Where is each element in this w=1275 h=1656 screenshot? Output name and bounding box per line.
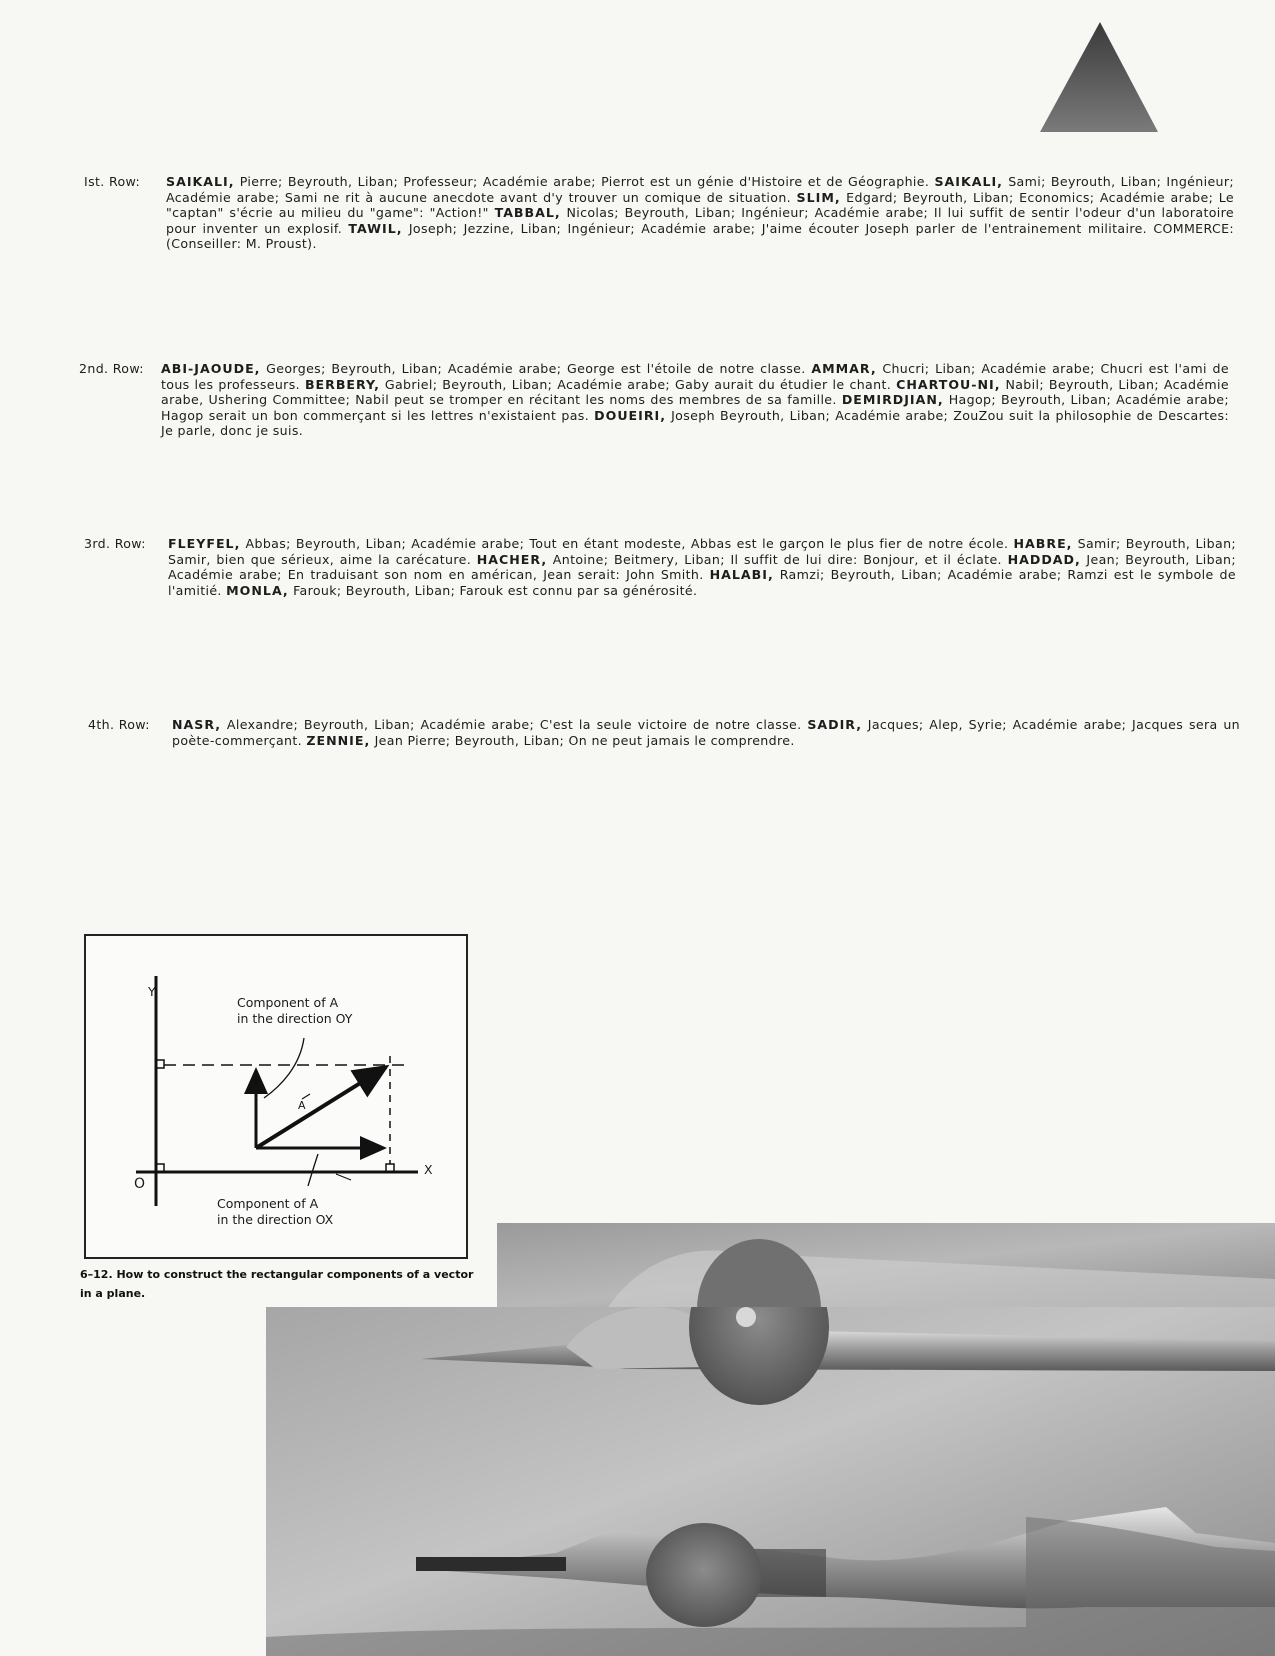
student-name: ZENNIE, <box>306 732 371 748</box>
student-details: Jacques; Alep, Syrie; Académie arabe; Jacques sera un poète-commerçant. <box>172 717 1241 748</box>
student-details: Abbas; Beyrouth, Liban; Académie arabe; Tout en étant modeste, Abbas est le garçon le plus fier de notre école. <box>240 536 1014 551</box>
student-details: Joseph Beyrouth, Liban; Académie arabe; ZouZou suit la philosophie de Descartes: Je parle, donc je suis. <box>161 407 1229 439</box>
student-details: Jean; Beyrouth, Liban; Académie arabe; En traduisant son nom en américan, Jean serait: John Smith. <box>168 551 1236 583</box>
student-details: Antoine; Beitmery, Liban; Il suffit de lui dire: Bonjour, et il éclate. <box>547 551 1008 567</box>
student-name: HALABI, <box>709 567 774 583</box>
student-name: SAIKALI, <box>166 174 235 189</box>
student-details: Samir; Beyrouth, Liban; Samir, bien que sérieux, aime la carécature. <box>168 536 1236 567</box>
student-name: CHARTOU-NI, <box>896 376 1001 392</box>
vector-a-label: A <box>298 1099 306 1112</box>
row-label: 2nd. Row: <box>79 361 144 376</box>
vector-diagram <box>84 934 468 1259</box>
y-axis-label: Y <box>148 984 156 999</box>
student-details: Sami; Beyrouth, Liban; Ingénieur; Académie arabe; Sami ne rit à aucune anecdote avant d'y trouver un comique de situation. <box>166 174 1235 205</box>
student-details: Edgard; Beyrouth, Liban; Economics; Académie arabe; Le "captan" s'écrie au milieu du "game": "Action!" <box>166 189 1234 221</box>
vector-a-arrow <box>256 1067 386 1148</box>
student-name: BERBERY, <box>304 376 380 392</box>
figure-caption: 6–12. How to construct the rectangular components of a vector in a plane. <box>80 1268 474 1300</box>
student-details: Alexandre; Beyrouth, Liban; Académie arabe; C'est la seule victoire de notre classe. <box>221 717 808 732</box>
student-details: Pierre; Beyrouth, Liban; Professeur; Académie arabe; Pierrot est un génie d'Histoire et de Géographie. <box>234 174 935 189</box>
student-details: Georges; Beyrouth, Liban; Académie arabe; George est l'étoile de notre classe. <box>260 361 812 376</box>
row-label: 3rd. Row: <box>84 536 146 551</box>
student-name: TAWIL, <box>348 220 403 236</box>
student-name: DEMIRDJIAN, <box>841 392 944 408</box>
row-text <box>161 361 1229 439</box>
student-details: Jean Pierre; Beyrouth, Liban; On ne peut jamais le comprendre. <box>370 732 795 748</box>
row-text <box>166 174 1234 252</box>
student-name: FLEYFEL, <box>168 536 241 551</box>
oy-component-label-line2: in the direction OY <box>237 1011 353 1026</box>
oy-component-label-line1: Component of A <box>237 995 339 1010</box>
row-label: Ist. Row: <box>84 174 141 189</box>
student-name: HACHER, <box>476 551 548 567</box>
origin-label: O <box>134 1176 146 1192</box>
student-name: MONLA, <box>226 582 289 598</box>
row-text <box>172 717 1240 748</box>
row-label: 4th. Row: <box>88 717 150 732</box>
student-name: DOUEIRI, <box>594 407 667 423</box>
student-name: SADIR, <box>807 717 862 732</box>
compass-photo <box>266 1307 1275 1656</box>
x-axis-label: X <box>424 1162 433 1177</box>
ox-component-label-line2: in the direction OX <box>217 1212 334 1227</box>
student-details: Gabriel; Beyrouth, Liban; Académie arabe; Gaby aurait du étudier le chant. <box>379 376 897 392</box>
row-text <box>168 536 1236 598</box>
student-name: HADDAD, <box>1007 551 1081 567</box>
student-name: SAIKALI, <box>934 174 1003 189</box>
triangle-emblem <box>1040 22 1160 134</box>
compass-photo-top <box>497 1223 1275 1309</box>
student-name: SLIM, <box>796 189 841 205</box>
student-details: Nicolas; Beyrouth, Liban; Ingénieur; Académie arabe; Il lui suffit de sentir l'odeur d'un laboratoire pour inventer un explosif. <box>166 205 1234 236</box>
student-details: Joseph; Jezzine, Liban; Ingénieur; Académie arabe; J'aime écouter Joseph parler de l'entrainement militaire. COMMERCE: (Conseiller: M. Proust). <box>166 220 1234 252</box>
student-details: Farouk; Beyrouth, Liban; Farouk est connu par sa générosité. <box>288 582 698 598</box>
student-name: HABRE, <box>1013 536 1073 551</box>
student-details: Nabil; Beyrouth, Liban; Académie arabe, Ushering Committee; Nabil peut se tromper en récitant les noms des membres de sa famille. <box>161 376 1230 408</box>
student-details: Hagop; Beyrouth, Liban; Académie arabe; Hagop serait un bon commerçant si les lettres n'existaient pas. <box>161 392 1229 423</box>
student-details: Chucri; Liban; Académie arabe; Chucri est l'ami de tous les professeurs. <box>161 361 1229 392</box>
student-name: ABI-JAOUDE, <box>161 361 261 376</box>
student-name: TABBAL, <box>494 205 561 221</box>
student-name: AMMAR, <box>811 361 877 376</box>
ox-component-label-line1: Component of A <box>217 1196 319 1211</box>
student-name: NASR, <box>172 717 222 732</box>
student-details: Ramzi; Beyrouth, Liban; Académie arabe; Ramzi est le symbole de l'amitié. <box>168 567 1237 598</box>
